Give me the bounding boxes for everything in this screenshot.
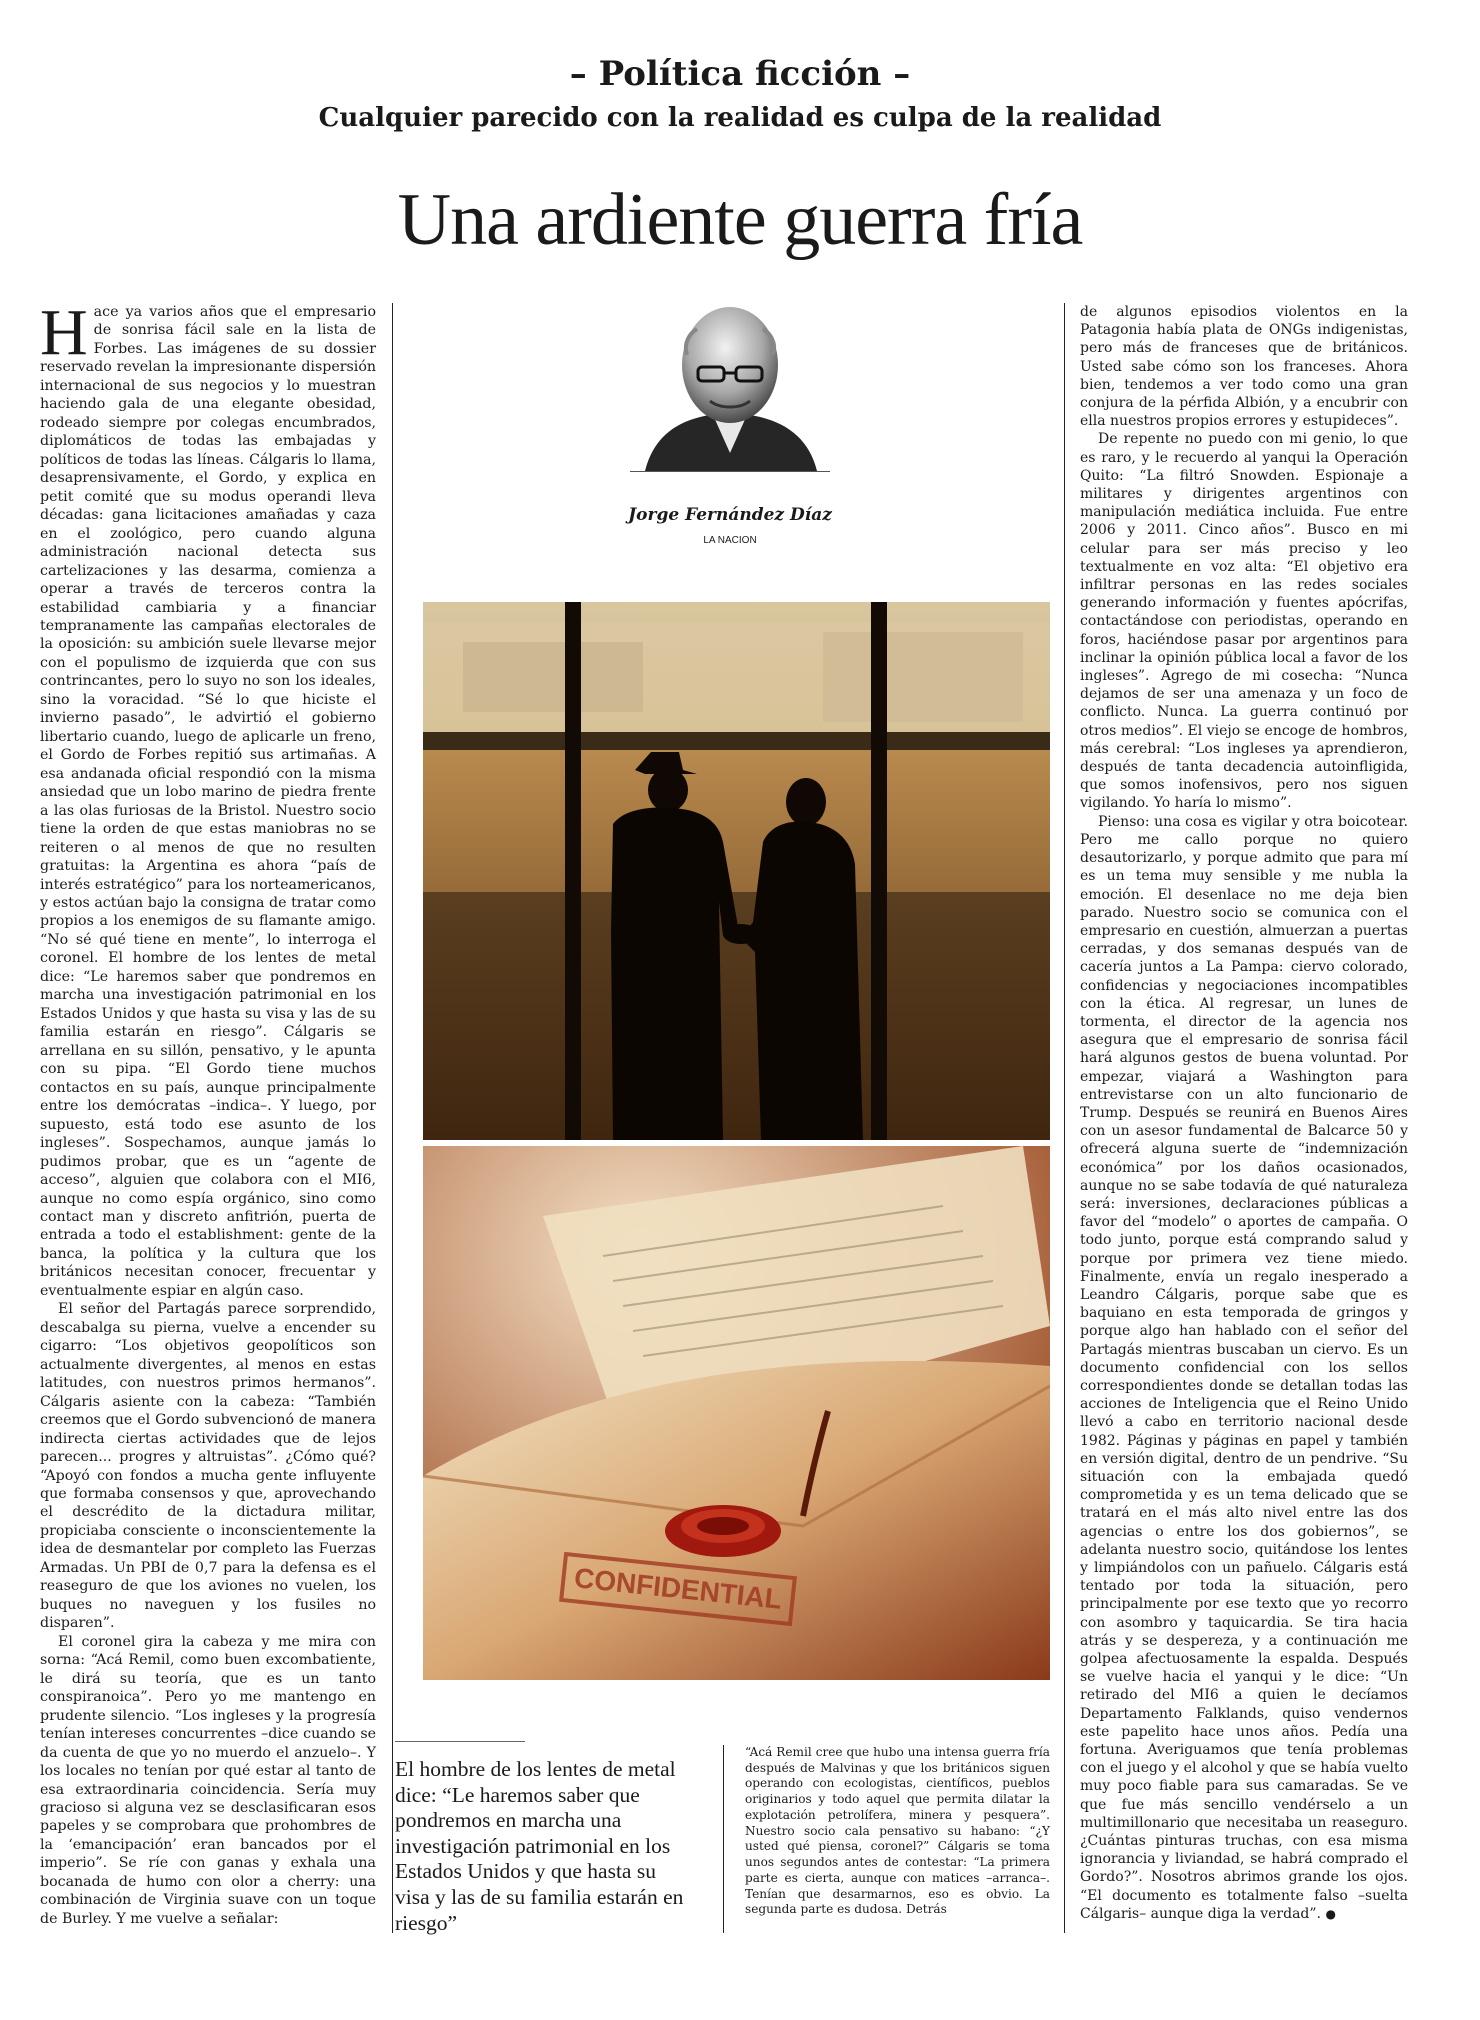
article-paragraph: El señor del Partagás parece sorprendido, descabalga su pierna, vuelve a encender su cigarro: “Los objetivos geopolíticos son actualmente divergentes, al menos en estas latitudes, con nuestros primos hermanos”. Cálgaris asiente con la cabeza: “También creemos que el Gordo subvencionó de manera indirecta ciertas actividades que de lejos parecen... progres y altruistas”. ¿Cómo qué? “Apoyó con fondos a mucha gente influyente que formaba consensos y que, aprovechando el descrédito de la dictadura militar, propiciaba consciente o inconscientemente la idea de desmantelar por completo las Fuerzas Armadas. Un PBI de 0,7 para la defensa es el reaseguro de que los aviones no vuelen, los buques no naveguen y los fusiles no disparen”. <box>40 1301 376 1632</box>
author-portrait <box>635 303 825 471</box>
article-paragraph: El coronel gira la cabeza y me mira con sorna: “Acá Remil, como buen excombatiente, le dirá su teoría, que es un tanto conspiranoica”. Pero yo me mantengo en prudente silencio. “Los ingleses y la progresía tenían intereses concurrentes –dice cuando se da cuenta de que yo no muerdo el anzuelo–. Y los locales no tenían por qué estar al tanto de esa extraordinaria coincidencia. Sería muy gracioso si alguna vez se desclasificaran esos papeles y se comprobara que prohombres de la ‘emancipación’ eran bancados por el imperio”. Se ríe con ganas y exhala una bocanada de humo con olor a cherry: una combinación de Virginia suave con un toque de Burley. Y me vuelve a señalar: <box>40 1633 376 1927</box>
seal-stamp-text: CONFIDENTIAL <box>572 1562 784 1615</box>
column-rule-right <box>1064 303 1065 1933</box>
headline: Una ardiente guerra fría <box>397 179 1083 261</box>
article-paragraph: “Acá Remil cree que hubo una intensa guerra fría después de Malvinas y que los británicos siguen operando con ecologistas, científicos, pueblos originarios y todo aquel que permita dilatar la explotación petrolífera, minera y pesquera”. Nuestro socio cala pensativo su habano: “¿Y usted qué piensa, coronel?” Cálgaris se toma unos segundos antes de contestar: “La primera parte es cierta, aunque con matices –arranca–. Tenían que desarmarnos, eso es obvio. La segunda parte es dudosa. Detrás <box>745 1745 1050 1917</box>
paragraph-text: Pienso: una cosa es vigilar y otra boicotear. Pero me callo porque no quiero desautorizarlo, y porque admito que para mí es un tema muy sensible y me nubla la emoción. El desenlace no me deja bien parado. Nuestro socio se comunica con el empresario en cuestión, almuerzan a puertas cerradas, y dos semanas después van de cacería juntos a La Pampa: ciervo colorado, confidencias y negociaciones incompatibles con la ética. Al regresar, un lunes de tormenta, el director de la agencia nos asegura que el empresario de sonrisa fácil hará algunos gestos de buena voluntad. Por empezar, viajará a Washington para entrevistarse con un alto funcionario de Trump. Después se reunirá en Buenos Aires con un asesor fundamental de Balcarce 50 y ofrecerá alguna suerte de “indemnización económica” por los daños ocasionados, aunque no se sabe todavía de qué naturaleza será: inversiones, declaraciones públicas a favor del “modelo” o aportes de campaña. O todo junto, porque está comprando salud y porque por primera vez tiene miedo. Finalmente, envía un regalo inesperado a Leandro Cálgaris, porque sabe que es baquiano en esta temporada de gringos y porque algo han hablado con el señor del Partagás mientras buscaban un ciervo. Es un documento confidencial con los sellos correspondientes donde se detallan todas las acciones de Inteligencia que el Reino Unido llevó a cabo en territorio nacional desde 1982. Páginas y páginas en papel y también en versión digital, dentro de un pendrive. “Su situación con la embajada quedó comprometida y es un tema delicado que se tratará en el más alto nivel entre las dos agencias o entre los dos gobiernos”, se adelanta nuestro socio, quitándose los lentes y limpiándolos con un pañuelo. Cálgaris está tentado por toda la situación, pero principalmente por ese texto que yo recorro con asombro y taquicardia. Se tira hacia atrás y se despereza, y a continuación me golpea afectuosamente la espalda. Después se vuelve hacia el yanqui y le dice: “Un retirado del MI6 a quien le decíamos Departamento Falklands, quiso vendernos este papelito hace unos años. Pedía una fortuna. Averiguamos que tenía problemas con el juego y el alcohol y que se había vuelto muy poco fiable para sus camaradas. Se ve que fue más sencillo vendérselo a un multimillonario que necesitaba un reaseguro. ¿Cuántas pinturas truchas, con esa misma ignorancia y liviandad, se habrá comprado el Gordo?”. Nosotros abrimos grande los ojos. “El documento es totalmente falso –suelta Cálgaris– aunque diga la verdad”. <box>1080 813 1408 1922</box>
article-paragraph <box>1080 813 1408 1923</box>
column-rule-bottom-mid <box>723 1745 724 1933</box>
paragraph-text: ace ya varios años que el empresario de sonrisa fácil sale en la lista de Forbes. Las imágenes de su dossier reservado revelan la impresionante dispersión internacional de sus negocios y lo muestran haciendo gala de una elegante obesidad, rodeado siempre por colegas encumbrados, diplomáticos de todas las embajadas y políticos de todas las líneas. Cálgaris lo llama, desaprensivamente, el Gordo, y explica en petit comité que su modus operandi lleva décadas: gana licitaciones amañadas y caza en el zoológico, pero cuando alguna administración nacional detecta sus cartelizaciones y las desarma, comienza a operar a través de terceros contra la estabilidad cambiaria y a financiar tempranamente las campañas electorales de la oposición: su ambición suele llevarse mejor con el populismo de izquierda que con sus contrincantes, pero lo suyo no son los ideales, sino la voracidad. “Sé lo que hiciste el invierno pasado”, le advirtió el gobierno libertario cuando, luego de aplicarle un freno, el Gordo de Forbes repitió sus artimañas. A esa andanada oficial respondió con la misma ansiedad que un lobo marino de piedra frente a las olas furiosas de la Bristol. Nuestro socio tiene la orden de que estas maniobras no se reiteren o al menos de que no resulten gratuitas: la Argentina es ahora “país de interés estratégico” para los norteamericanos, y estos actúan bajo la consigna de tratar como propios a los enemigos de su flamante amigo. “No sé qué tiene en mente”, lo interroga el coronel. El hombre de los lentes de metal dice: “Le haremos saber que pondremos en marcha una investigación patrimonial en los Estados Unidos y que hasta su visa y las de su familia estarán en riesgo”. Cálgaris se arrellana en su sillón, pensativo, y le apunta con su pipa. “El Gordo tiene muchos contactos en su país, aunque principalmente entre los demócratas –indica–. Y luego, por supuesto, está todo ese asunto de los ingleses”. Sospechamos, aunque jamás lo pudimos probar, que es un “agente de acceso”, alguien que colabora con el MI6, aunque no como espía orgánico, sino como contact man y discreto anfitrión, puerta de entrada a todo el establishment: gente de la banca, la política y la cultura que los británicos necesitan conocer, frecuentar y eventualmente espiar en algún caso. <box>40 304 376 1299</box>
pullquote-rule <box>395 1741 525 1742</box>
author-rule <box>630 471 830 472</box>
article-column-2 <box>745 1745 1050 1918</box>
pullquote: El hombre de los lentes de metal dice: “Le haremos saber que pondremos en marcha una investigación patrimonial en los Estados Unidos y que hasta su visa y las de su familia estarán en riesgo” <box>395 1757 684 1935</box>
article-column-1 <box>40 296 376 1928</box>
article-paragraph <box>40 296 376 1300</box>
kicker: – Política ficción – <box>569 54 911 94</box>
subkicker: Cualquier parecido con la realidad es culpa de la realidad <box>318 103 1162 133</box>
article-paragraph: de algunos episodios violentos en la Patagonia había plata de ONGs indigenistas, pero más de franceses que de británicos. Usted sabe cómo son los franceses. Ahora bien, tendemos a ver todo como una gran conjura de la pérfida Albión, y a encubrir con ella nuestros propios errores y estupideces”. <box>1080 304 1408 430</box>
column-rule-left <box>392 303 393 1933</box>
photo-handshake <box>423 602 1050 1140</box>
end-mark: ● <box>1325 1906 1336 1921</box>
author-block <box>420 303 1040 563</box>
article-column-3 <box>1080 303 1408 1923</box>
photo-confidential-envelope <box>423 1146 1050 1680</box>
dropcap: H <box>40 296 88 369</box>
author-org: LA NACION <box>703 535 757 546</box>
article-paragraph: De repente no puedo con mi genio, lo que es raro, y le recuerdo al yanqui la Operación Quito: “La filtró Snowden. Espionaje a militares y dirigentes argentinos con manipulación mediática incluida. Fue entre 2006 y 2011. Cinco años”. Busco en mi celular para ser más preciso y leo textualmente en voz alta: “El objetivo era infiltrar personas en las redes sociales generando información y fuentes apócrifas, contactándose con periodistas, operando en foros, haciéndose pasar por argentinos para inclinar la opinión pública local a favor de los ingleses”. Agrego de mi cosecha: “Nunca dejamos de ser una amenaza y un foco de conflicto. Nunca. La guerra continuó por otros medios”. El viejo se encoge de hombros, más cerebral: “Los ingleses ya aprendieron, después de tanta decadencia autoinfligida, que somos inofensivos, pero nos siguen vigilando. Yo haría lo mismo”. <box>1080 431 1408 812</box>
author-name: Jorge Fernández Díaz <box>628 505 832 525</box>
